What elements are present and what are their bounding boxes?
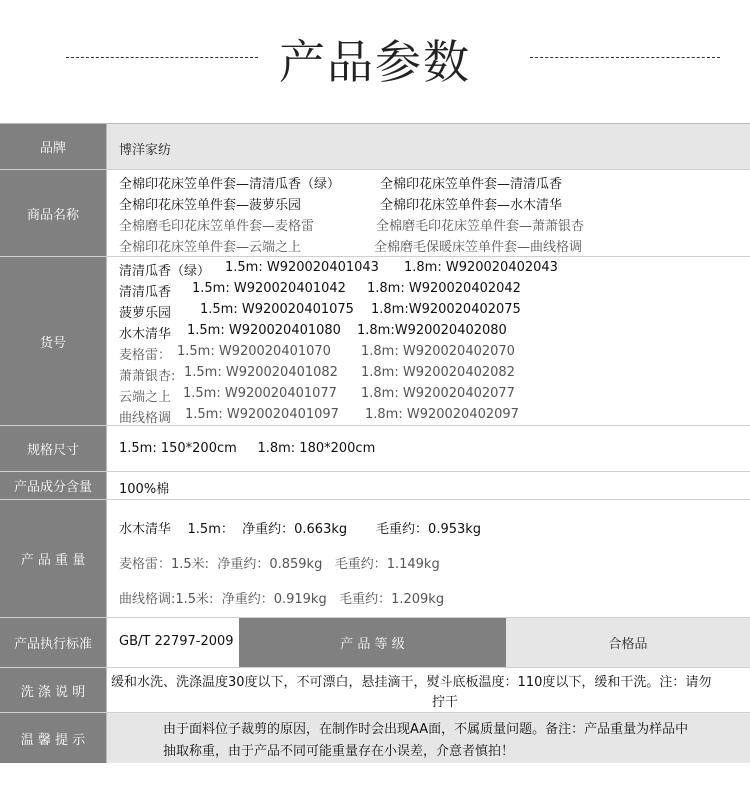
sku-15: 1.5m: W920020401077 [183,386,337,401]
size-value: 1.5m: 150*200cm 1.8m: 180*200cm [119,441,376,456]
value-weight [107,500,750,617]
sku-15: 1.5m: W920020401070 [177,344,331,359]
params-table [0,123,750,763]
sku-name: 云端之上 [119,390,172,405]
label-size: 规格尺寸 [0,426,107,471]
sku-name: 菠萝乐园 [119,306,172,321]
label-standard: 产品执行标准 [0,618,107,667]
sku-18: 1.8m: W920020402082 [361,365,515,380]
row-wash [0,668,750,713]
grade-value: 合格品 [506,618,750,667]
sku-15: 1.5m: W920020401075 [200,302,354,317]
weight-line: 水木清华 1.5m： 净重约：0.663kg 毛重约：0.953kg [119,522,482,537]
label-tips: 温 馨 提 示 [0,713,107,763]
name-line: 全棉磨毛保暖床笠单件套—曲线格调 [374,240,583,255]
material-value: 100%棉 [119,482,170,497]
header [0,0,750,115]
sku-18: 1.8m:W920020402075 [371,302,521,317]
sku-name: 清清瓜香（绿） [119,264,211,279]
sku-name: 水木清华 [119,327,172,342]
grade-label: 产 品 等 级 [239,618,506,667]
sku-15: 1.5m: W920020401082 [184,365,338,380]
row-size [0,426,750,472]
sku-name: 萧萧银杏: [119,369,176,384]
page-title: 产品参数 [279,35,471,89]
label-brand: 品牌 [0,124,107,169]
sku-15: 1.5m: W920020401042 [192,281,346,296]
sku-18: 1.8m: W920020402097 [365,407,519,422]
value-wash [107,668,750,712]
value-standard [107,618,750,667]
row-tips [0,713,750,763]
value-size [107,426,750,471]
weight-line: 麦格雷：1.5米: 净重约：0.859kg 毛重约：1.149kg [119,557,440,572]
value-brand [107,124,750,169]
name-line: 全棉印花床笠单件套—清清瓜香（绿） [119,177,341,192]
sku-name: 曲线格调 [119,411,172,426]
name-line: 全棉磨毛印花床笠单件套—麦格雷 [119,219,315,234]
value-product-name [107,170,750,256]
divider-right [530,57,720,58]
value-material [107,472,750,499]
row-product-name [0,170,750,257]
sku-18: 1.8m: W920020402077 [361,386,515,401]
label-material: 产品成分含量 [0,472,107,499]
name-line: 全棉印花床笠单件套—菠萝乐园 [119,198,302,213]
label-sku: 货号 [0,257,107,425]
sku-15: 1.5m: W920020401080 [187,323,341,338]
row-sku [0,257,750,426]
value-sku [107,257,750,425]
value-tips [107,713,750,763]
label-weight: 产 品 重 量 [0,500,107,617]
name-line: 全棉印花床笠单件套—清清瓜香 [380,177,563,192]
row-brand [0,124,750,170]
tips-line: 抽取称重，由于产品不同可能重量存在小误差，介意者慎拍！ [163,744,515,759]
sku-name: 清清瓜香 [119,285,172,300]
wash-line: 缓和水洗、洗涤温度30度以下，不可漂白，悬挂滴干，熨斗底板温度：110度以下，缓和干洗。注：请勿 [111,675,712,690]
sku-15: 1.5m: W920020401043 [225,260,379,275]
name-line: 全棉磨毛印花床笠单件套—萧萧银杏 [376,219,585,234]
tips-line: 由于面料位子裁剪的原因，在制作时会出现AA面，不属质量问题。备注：产品重量为样品中 [163,722,689,737]
sku-18: 1.8m: W920020402043 [404,260,558,275]
row-weight [0,500,750,618]
weight-line: 曲线格调:1.5米: 净重约：0.919kg 毛重约：1.209kg [119,592,445,607]
sku-18: 1.8m:W920020402080 [357,323,507,338]
name-line: 全棉印花床笠单件套—云端之上 [119,240,302,255]
row-material [0,472,750,500]
sku-18: 1.8m: W920020402042 [367,281,521,296]
label-product-name: 商品名称 [0,170,107,256]
row-standard [0,618,750,668]
standard-value: GB/T 22797-2009 [119,634,234,649]
label-wash: 洗 涤 说 明 [0,668,107,712]
sku-name: 麦格雷： [119,348,172,363]
sku-15: 1.5m: W920020401097 [185,407,339,422]
wash-line: 拧干 [432,695,459,710]
name-line: 全棉印花床笠单件套—水木清华 [380,198,563,213]
sku-18: 1.8m: W920020402070 [361,344,515,359]
brand-value: 博洋家纺 [119,143,172,158]
